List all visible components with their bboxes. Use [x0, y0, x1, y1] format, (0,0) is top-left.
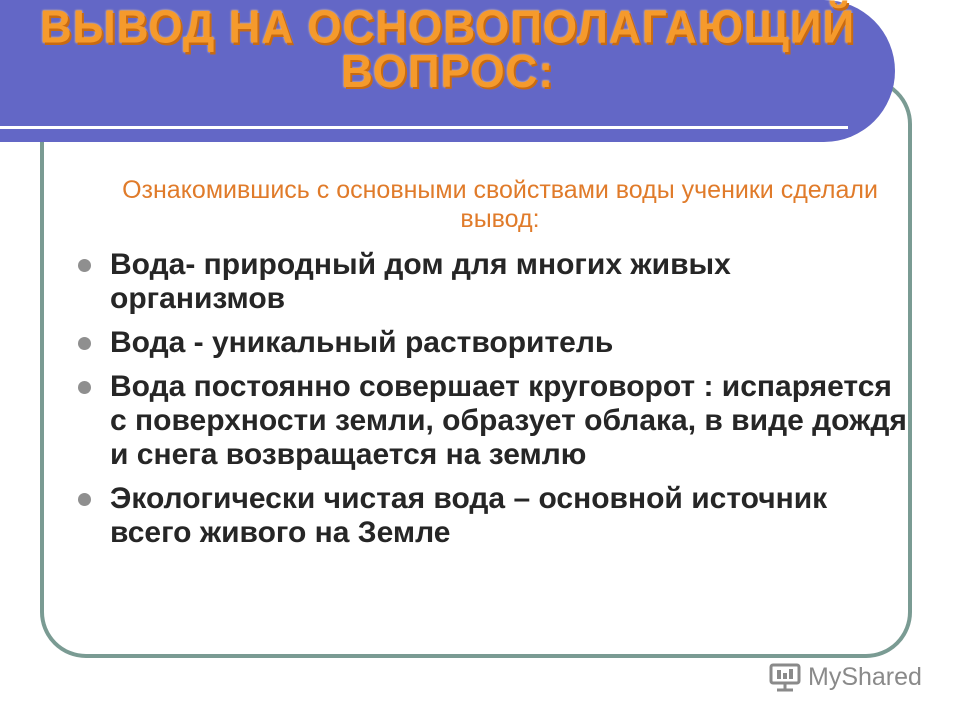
myshared-watermark [768, 660, 922, 694]
list-item [78, 248, 908, 316]
bullet-icon [78, 337, 91, 350]
list-item [78, 482, 908, 550]
list-item-text: Вода - уникальный растворитель [110, 326, 614, 359]
title-line-2: ВОПРОС: [341, 45, 554, 98]
intro-text: Ознакомившись с основными свойствами воды ученики сделали вывод: [122, 176, 878, 233]
list-item-text: Вода- природный дом для многих живых организмов [110, 248, 731, 315]
conclusion-list [78, 248, 908, 560]
bullet-icon [78, 381, 91, 394]
list-item [78, 370, 908, 472]
title-line-1: ВЫВОД НА ОСНОВОПОЛАГАЮЩИЙ [39, 1, 856, 54]
watermark-text: MyShared [808, 662, 922, 691]
myshared-logo-icon [768, 661, 802, 693]
bullet-icon [78, 493, 91, 506]
slide-title [0, 1, 895, 98]
bullet-icon [78, 259, 91, 272]
list-item [78, 326, 908, 360]
title-banner [0, 0, 895, 142]
list-item-text: Вода постоянно совершает круговорот : испаряется с поверхности земли, образует облака, в виде дождя и снега возвращается на землю [110, 370, 907, 471]
list-item-text: Экологически чистая вода – основной источник всего живого на Земле [110, 482, 828, 549]
banner-underline [0, 126, 848, 129]
